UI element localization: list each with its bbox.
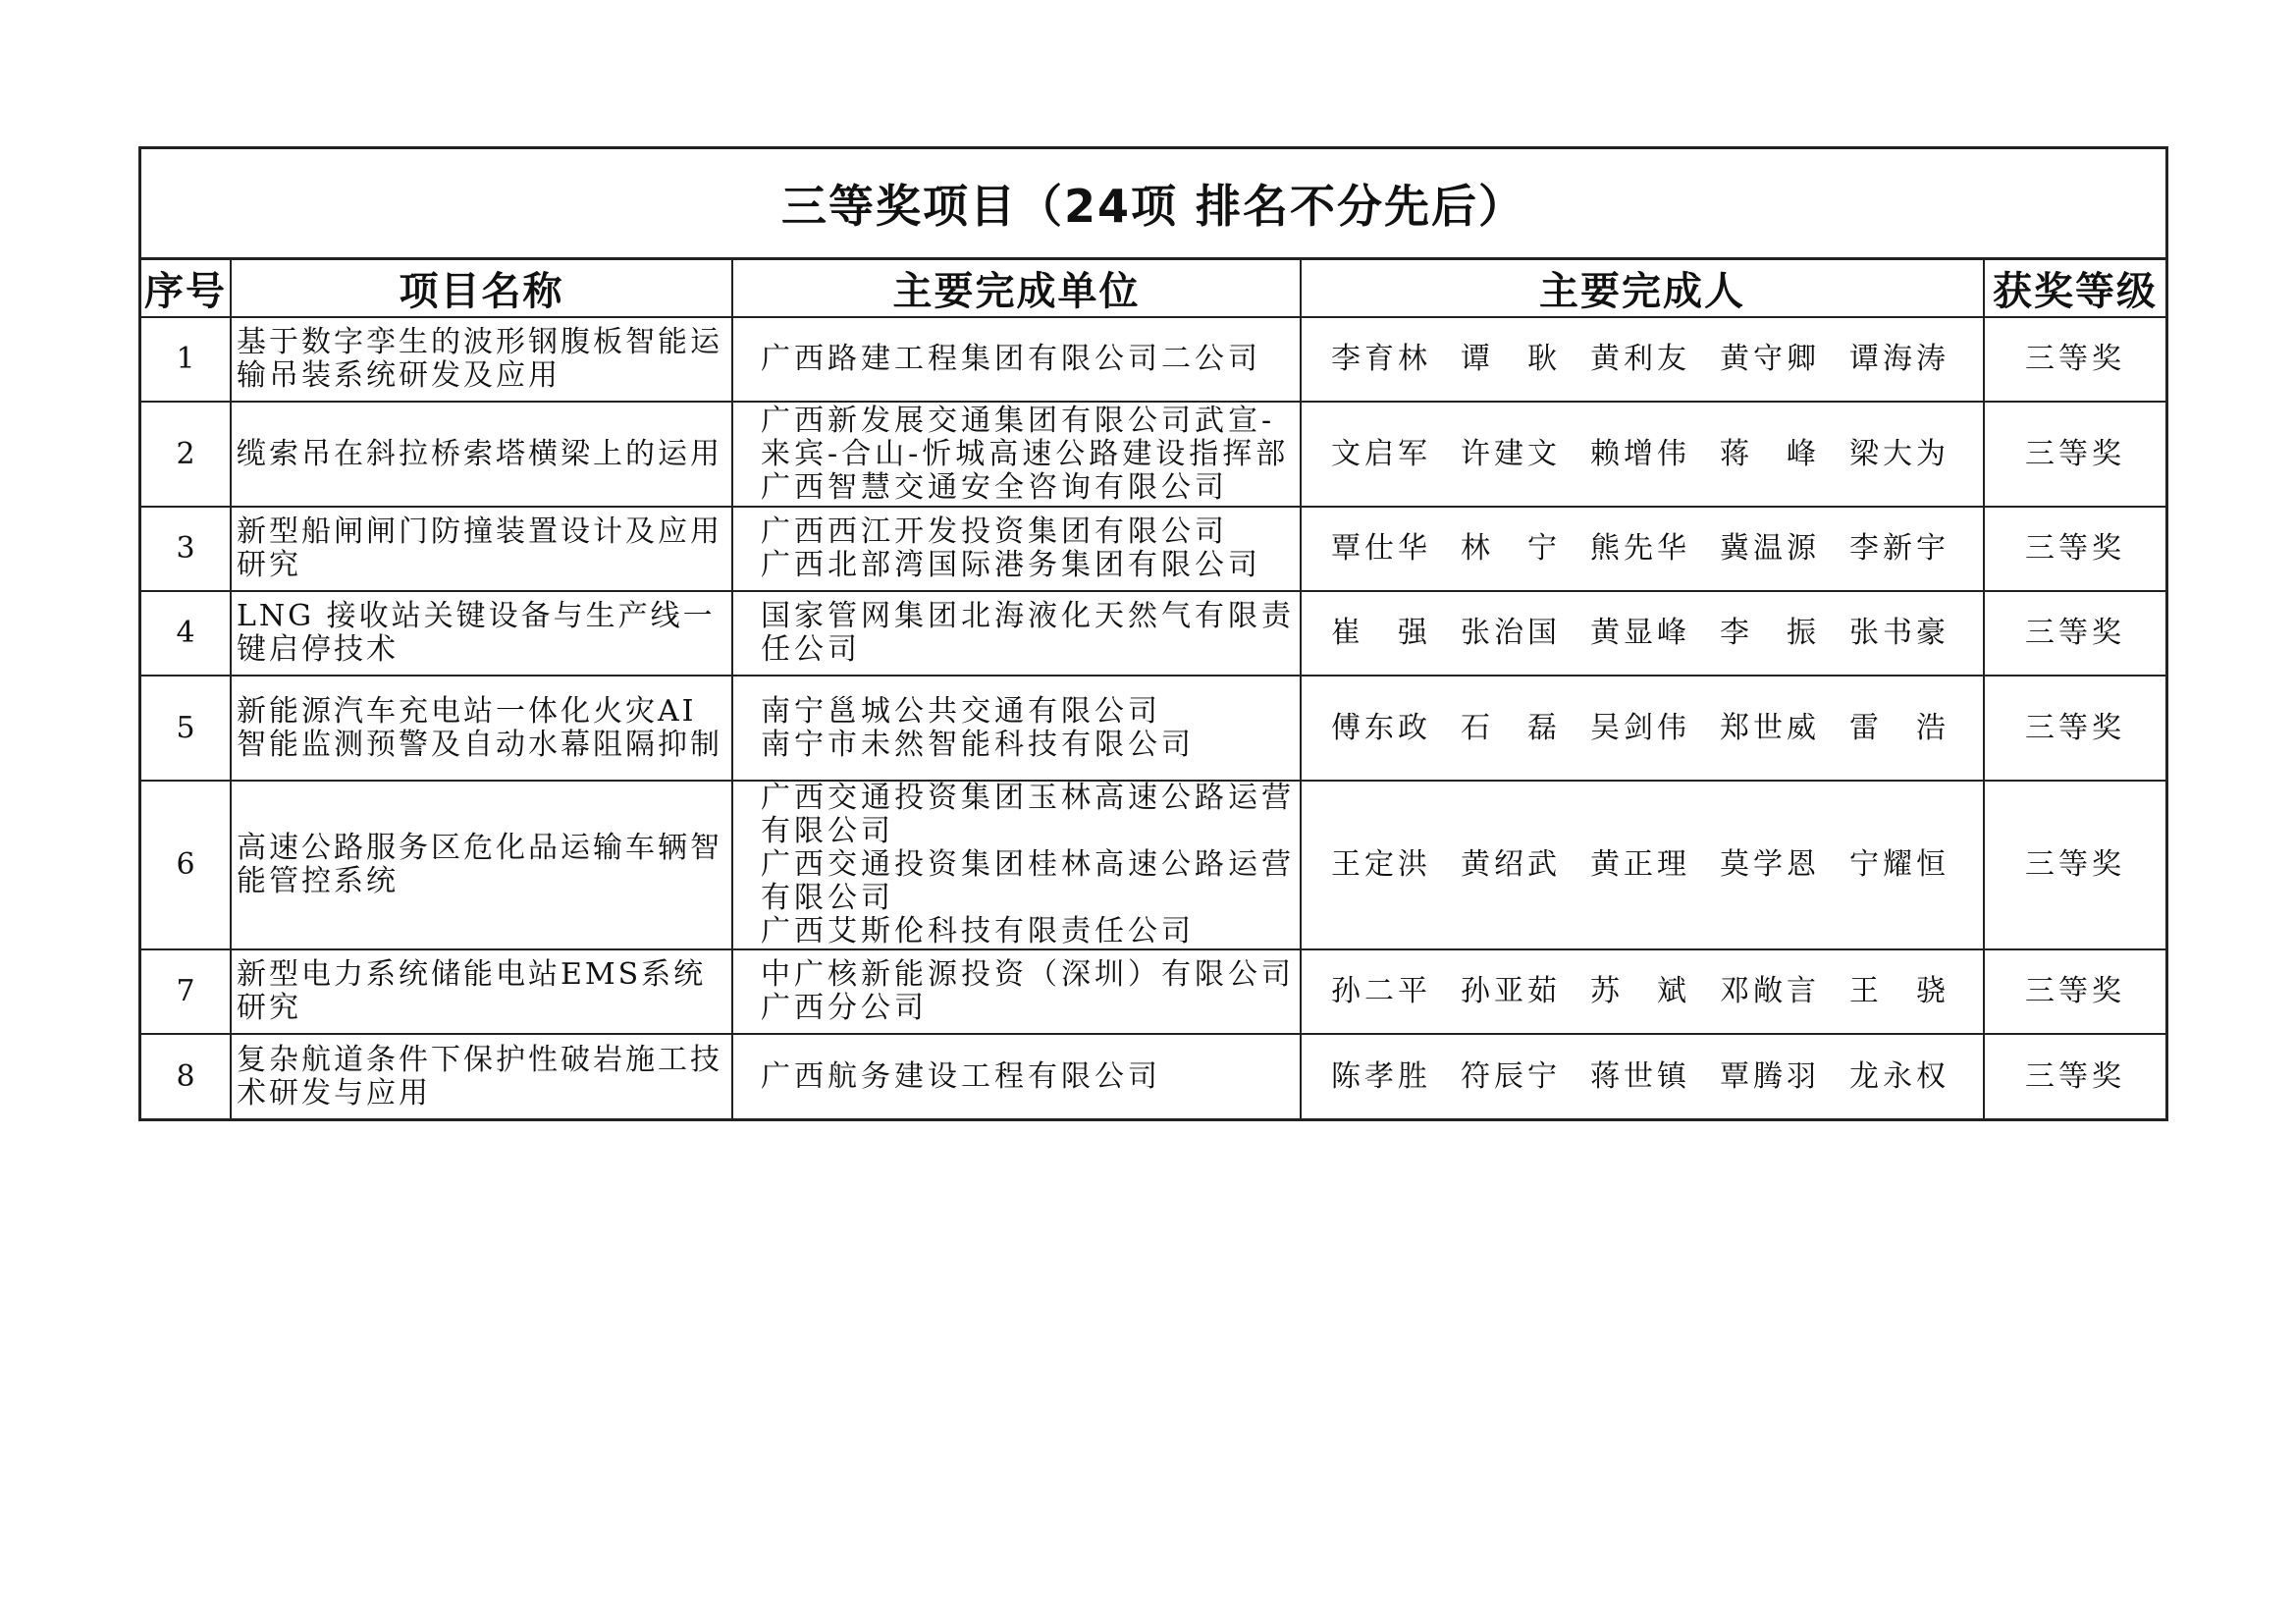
row-main-people <box>1301 781 1984 949</box>
award-table <box>141 260 2165 1118</box>
row-seq: 2 <box>141 402 231 507</box>
row-seq: 3 <box>141 507 231 591</box>
row-project-name: 高速公路服务区危化品运输车辆智能管控系统 <box>231 781 732 949</box>
row-seq: 8 <box>141 1034 231 1118</box>
row-main-people <box>1301 317 1984 402</box>
row-main-unit <box>732 317 1301 402</box>
row-main-people <box>1301 949 1984 1034</box>
row-award-level: 三等奖 <box>1984 507 2165 591</box>
unit-line: 广西分公司 <box>761 991 928 1025</box>
people-list <box>1331 848 1949 882</box>
header-main-unit: 主要完成单位 <box>732 260 1301 317</box>
people-list <box>1331 712 1949 745</box>
table-row <box>141 949 2165 1034</box>
people-list <box>1331 975 1949 1008</box>
person-name: 谭 耿 <box>1461 342 1561 376</box>
person-name: 李新宇 <box>1849 531 1949 566</box>
unit-line: 来宾-合山-忻城高速公路建设指挥部 <box>761 436 1290 471</box>
people-list <box>1331 343 1949 376</box>
unit-line: 广西西江开发投资集团有限公司 <box>761 514 1228 549</box>
person-name: 孙亚茹 <box>1461 974 1561 1008</box>
row-project-name: 缆索吊在斜拉桥索塔横梁上的运用 <box>231 402 732 507</box>
table-row <box>141 1034 2165 1118</box>
person-name: 张治国 <box>1461 616 1561 650</box>
person-name: 王定洪 <box>1331 847 1431 882</box>
row-award-level: 三等奖 <box>1984 317 2165 402</box>
person-name: 蒋 峰 <box>1720 436 1820 471</box>
row-award-level: 三等奖 <box>1984 591 2165 676</box>
unit-line: 任公司 <box>761 632 861 667</box>
person-name: 覃仕华 <box>1331 531 1431 566</box>
person-name: 雷 浩 <box>1849 710 1949 745</box>
table-row <box>141 591 2165 676</box>
unit-line: 广西路建工程集团有限公司二公司 <box>761 342 1261 376</box>
person-name: 符辰宁 <box>1461 1058 1561 1094</box>
unit-line: 国家管网集团北海液化天然气有限责 <box>761 599 1295 633</box>
person-name: 陈孝胜 <box>1331 1058 1431 1094</box>
table-row <box>141 781 2165 949</box>
person-name: 熊先华 <box>1590 531 1690 566</box>
unit-line: 广西智慧交通安全咨询有限公司 <box>761 469 1228 505</box>
row-seq: 4 <box>141 591 231 676</box>
person-name: 崔 强 <box>1331 616 1431 650</box>
people-list <box>1331 1060 1949 1094</box>
person-name: 龙永权 <box>1849 1058 1949 1094</box>
person-name: 郑世威 <box>1720 710 1820 745</box>
table-row <box>141 507 2165 591</box>
row-main-unit <box>732 676 1301 781</box>
unit-line: 广西北部湾国际港务集团有限公司 <box>761 548 1261 582</box>
row-project-name: 基于数字孪生的波形钢腹板智能运输吊装系统研发及应用 <box>231 317 732 402</box>
person-name: 黄显峰 <box>1590 616 1690 650</box>
row-main-unit <box>732 591 1301 676</box>
person-name: 孙二平 <box>1331 974 1431 1008</box>
unit-line: 广西交通投资集团桂林高速公路运营 <box>761 847 1295 882</box>
row-award-level: 三等奖 <box>1984 949 2165 1034</box>
unit-line: 有限公司 <box>761 814 894 848</box>
person-name: 李育林 <box>1331 342 1431 376</box>
row-main-unit <box>732 1034 1301 1118</box>
row-award-level: 三等奖 <box>1984 781 2165 949</box>
row-main-people <box>1301 676 1984 781</box>
row-seq: 6 <box>141 781 231 949</box>
person-name: 莫学恩 <box>1720 847 1820 882</box>
unit-line: 中广核新能源投资（深圳）有限公司 <box>761 957 1295 992</box>
row-project-name: LNG 接收站关键设备与生产线一键启停技术 <box>231 591 732 676</box>
person-name: 林 宁 <box>1461 531 1561 566</box>
person-name: 梁大为 <box>1849 436 1949 471</box>
person-name: 文启军 <box>1331 436 1431 471</box>
row-main-unit <box>732 402 1301 507</box>
person-name: 覃腾羽 <box>1720 1058 1820 1094</box>
people-list <box>1331 532 1949 566</box>
person-name: 黄正理 <box>1590 847 1690 882</box>
unit-line: 广西航务建设工程有限公司 <box>761 1058 1161 1094</box>
person-name: 苏 斌 <box>1590 974 1690 1008</box>
unit-line: 南宁邕城公共交通有限公司 <box>761 693 1161 729</box>
person-name: 李 振 <box>1720 616 1820 650</box>
row-project-name: 复杂航道条件下保护性破岩施工技术研发与应用 <box>231 1034 732 1118</box>
unit-line: 广西艾斯伦科技有限责任公司 <box>761 914 1195 948</box>
row-seq: 5 <box>141 676 231 781</box>
row-award-level: 三等奖 <box>1984 402 2165 507</box>
person-name: 黄绍武 <box>1461 847 1561 882</box>
row-main-people <box>1301 1034 1984 1118</box>
unit-line: 广西新发展交通集团有限公司武宣- <box>761 403 1276 438</box>
unit-line: 广西交通投资集团玉林高速公路运营 <box>761 781 1295 815</box>
award-table-sheet <box>138 146 2168 1121</box>
person-name: 邓敞言 <box>1720 974 1820 1008</box>
person-name: 张书豪 <box>1849 616 1949 650</box>
person-name: 石 磊 <box>1461 710 1561 745</box>
person-name: 宁耀恒 <box>1849 847 1949 882</box>
table-row <box>141 402 2165 507</box>
person-name: 王 骁 <box>1849 974 1949 1008</box>
person-name: 许建文 <box>1461 436 1561 471</box>
header-row <box>141 260 2165 317</box>
person-name: 谭海涛 <box>1849 342 1949 376</box>
person-name: 黄利友 <box>1590 342 1690 376</box>
row-main-people <box>1301 507 1984 591</box>
table-row <box>141 676 2165 781</box>
person-name: 黄守卿 <box>1720 342 1820 376</box>
table-row <box>141 317 2165 402</box>
header-award-level: 获奖等级 <box>1984 260 2165 317</box>
row-project-name: 新能源汽车充电站一体化火灾AI智能监测预警及自动水幕阻隔抑制 <box>231 676 732 781</box>
row-main-unit <box>732 949 1301 1034</box>
row-main-people <box>1301 402 1984 507</box>
person-name: 吴剑伟 <box>1590 710 1690 745</box>
table-title: 三等奖项目（24项 排名不分先后） <box>141 149 2165 260</box>
row-project-name: 新型船闸闸门防撞装置设计及应用研究 <box>231 507 732 591</box>
header-seq: 序号 <box>141 260 231 317</box>
row-seq: 7 <box>141 949 231 1034</box>
people-list <box>1331 438 1949 471</box>
person-name: 蒋世镇 <box>1590 1058 1690 1094</box>
unit-line: 南宁市未然智能科技有限公司 <box>761 727 1195 762</box>
row-award-level: 三等奖 <box>1984 1034 2165 1118</box>
row-main-people <box>1301 591 1984 676</box>
person-name: 傅东政 <box>1331 710 1431 745</box>
unit-line: 有限公司 <box>761 881 894 915</box>
header-project-name: 项目名称 <box>231 260 732 317</box>
row-award-level: 三等奖 <box>1984 676 2165 781</box>
people-list <box>1331 617 1949 650</box>
row-main-unit <box>732 507 1301 591</box>
row-main-unit <box>732 781 1301 949</box>
row-seq: 1 <box>141 317 231 402</box>
person-name: 冀温源 <box>1720 531 1820 566</box>
person-name: 赖增伟 <box>1590 436 1690 471</box>
header-main-people: 主要完成人 <box>1301 260 1984 317</box>
row-project-name: 新型电力系统储能电站EMS系统研究 <box>231 949 732 1034</box>
